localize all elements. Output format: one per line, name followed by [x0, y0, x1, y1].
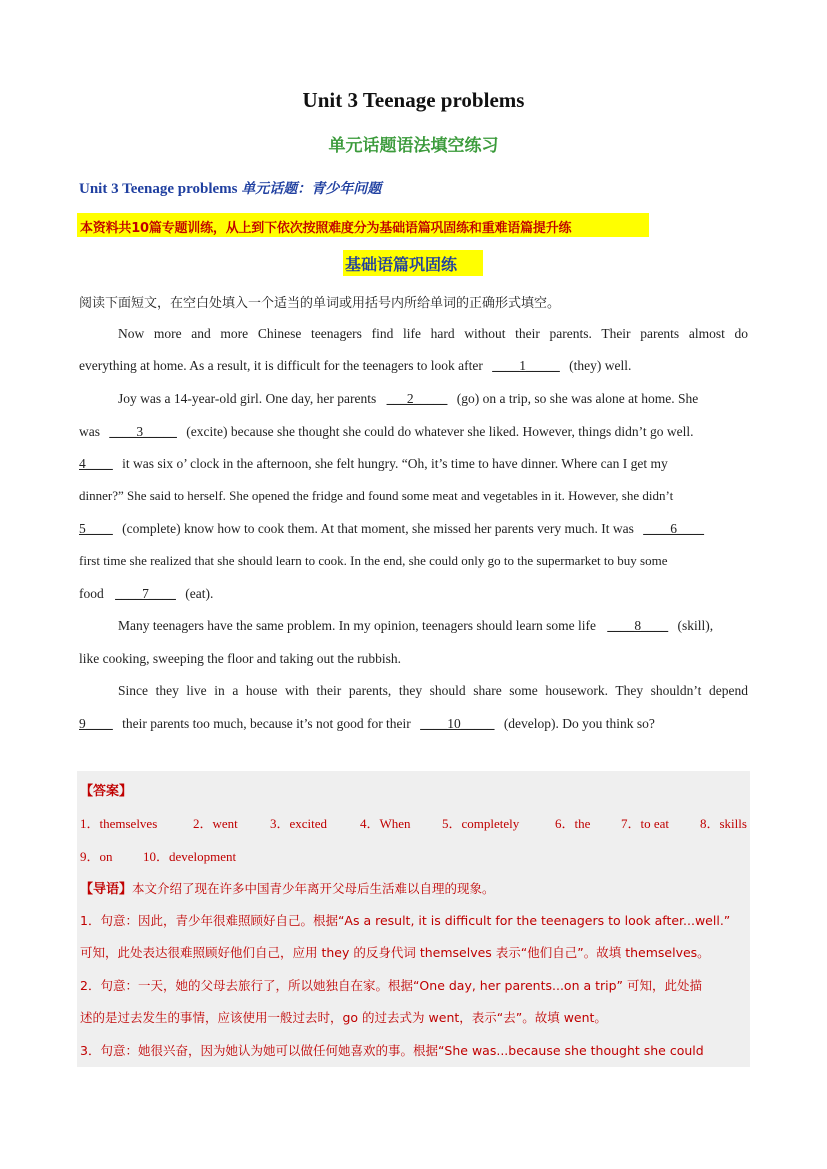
passage-line-9 [79, 586, 748, 602]
passage-text: (skill), [677, 618, 714, 633]
unit-topic [79, 178, 381, 198]
blank-6: ____6____ [643, 521, 705, 536]
passage-line-2 [79, 358, 748, 374]
passage-line-8: first time she realized that she should learn to cook. In the end, she could only go to the supermarket to buy some [79, 553, 668, 568]
answer-item: 1．themselves [80, 816, 158, 831]
guide-heading: 【导语】 [80, 882, 133, 897]
passage-line-5 [79, 456, 748, 472]
blank-5: 5____ [79, 521, 113, 536]
section-title-box [343, 250, 483, 276]
answer-item: 6．the [555, 816, 591, 831]
answer-item: 7．to eat [621, 816, 670, 831]
answer-item: 5．completely [442, 816, 520, 831]
explanation-3a: 3．句意：她很兴奋，因为她认为她可以做任何她喜欢的事。根据“She was...because she thought she could [80, 1043, 704, 1058]
blank-2: ___2_____ [386, 391, 448, 406]
instruction: 阅读下面短文，在空白处填入一个适当的单词或用括号内所给单词的正确形式填空。 [79, 296, 561, 311]
answer-list-2 [80, 846, 236, 865]
blank-7: ____7____ [115, 586, 176, 601]
guide-text: 本文介绍了现在许多中国青少年离开父母后生活难以自理的现象。 [132, 881, 495, 896]
blank-10: ____10_____ [420, 716, 495, 731]
guide-row [80, 878, 495, 897]
blank-1: ____1_____ [492, 358, 560, 373]
info-banner [77, 213, 649, 237]
passage-text: (develop). Do you think so? [503, 716, 655, 731]
passage-text: Joy was a 14-year-old girl. One day, her parents [118, 391, 377, 406]
passage-line-7 [79, 521, 748, 537]
passage-line-1: Now more and more Chinese teenagers find life hard without their parents. Their parents almost do [118, 326, 748, 341]
passage-text: their parents too much, because it’s not good for their [122, 716, 411, 731]
explanation-2a: 2．句意：一天，她的父母去旅行了，所以她独自在家。根据“One day, her parents...on a trip” 可知，此处描 [80, 978, 702, 993]
passage-text: was [79, 424, 100, 439]
page-subtitle: 单元话题语法填空练习 [328, 136, 499, 156]
explanation-1b: 可知，此处表达很难照顾好他们自己，应用 they 的反身代词 themselves 表示“他们自己”。故填 themselves。 [80, 945, 710, 960]
banner-text: 本资料共10篇专题训练，从上到下依次按照难度分为基础语篇巩固练和重难语篇提升练 [80, 221, 572, 236]
passage-line-11: like cooking, sweeping the floor and taking out the rubbish. [79, 651, 402, 666]
explanation-1a: 1．句意：因此，青少年很难照顾好自己。根据“As a result, it is difficult for the teenagers to look after...well.” [80, 913, 731, 928]
answer-item: 2．went [193, 816, 238, 831]
passage-text: (they) well. [569, 358, 632, 373]
explanation-2b: 述的是过去发生的事情，应该使用一般过去时，go 的过去式为 went，表示“去”。故填 went。 [80, 1010, 607, 1025]
passage-line-13 [79, 716, 748, 732]
blank-4: 4____ [79, 456, 113, 471]
passage-text: (complete) know how to cook them. At that moment, she missed her parents very much. It was [122, 521, 634, 536]
blank-9: 9____ [79, 716, 113, 731]
topic-cn: 单元话题：青少年问题 [241, 181, 382, 197]
answer-item: 4．When [360, 816, 411, 831]
passage-text: (go) on a trip, so she was alone at home. She [456, 391, 699, 406]
passage-line-4 [79, 424, 748, 440]
answer-list [80, 813, 747, 832]
answer-item: 8．skills [700, 816, 747, 831]
passage-text: (eat). [185, 586, 214, 601]
answer-heading: 【答案】 [80, 784, 133, 799]
page-title: Unit 3 Teenage problems [302, 88, 525, 112]
answer-item: 3．excited [270, 816, 328, 831]
passage-line-6: dinner?” She said to herself. She opened the fridge and found some meat and vegetables in it. However, she didn’t [79, 488, 674, 503]
answer-item: 9．on [80, 849, 113, 864]
passage-text: (excite) because she thought she could do whatever she liked. However, things didn’t go well. [186, 424, 694, 439]
passage-line-12: Since they live in a house with their parents, they should share some housework. They shouldn’t depend [118, 683, 748, 698]
passage-text: everything at home. As a result, it is difficult for the teenagers to look after [79, 358, 483, 373]
topic-en: Unit 3 Teenage problems [79, 181, 238, 197]
blank-3: ____3_____ [109, 424, 177, 439]
answer-item: 10．development [143, 849, 237, 864]
passage-text: Many teenagers have the same problem. In my opinion, teenagers should learn some life [118, 618, 596, 633]
passage-text: food [79, 586, 104, 601]
passage-line-3 [118, 391, 748, 407]
answer-section [77, 771, 750, 1067]
section-title: 基础语篇巩固练 [345, 255, 458, 274]
passage-line-10 [118, 618, 748, 634]
passage-text: it was six o’ clock in the afternoon, she felt hungry. “Oh, it’s time to have dinner. Where can I get my [122, 456, 668, 471]
blank-8: ____8____ [607, 618, 669, 633]
